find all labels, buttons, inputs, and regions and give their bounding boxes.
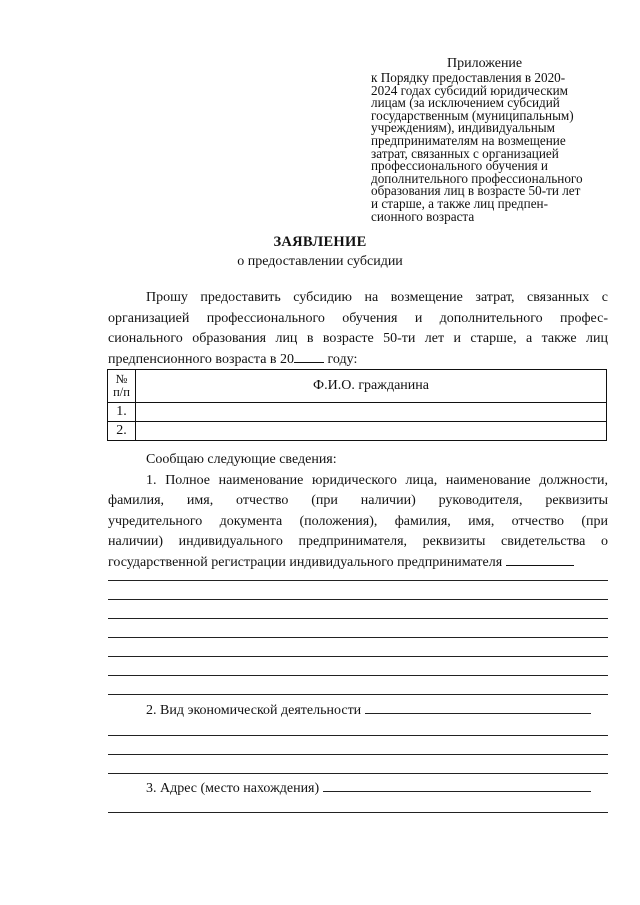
item1-blank-line[interactable] bbox=[108, 580, 608, 581]
appendix-description bbox=[371, 72, 611, 223]
appendix-line: 2024 годах субсидий юридическим bbox=[371, 82, 569, 98]
item1-paragraph bbox=[108, 450, 608, 573]
appendix-line: профессионального обучения и bbox=[371, 158, 548, 174]
item1-line: 1. Полное наименование юридического лица, наименование должности, bbox=[146, 472, 608, 488]
item1-blank-line[interactable] bbox=[108, 656, 608, 657]
document-subtitle: о предоставлении субсидии bbox=[237, 254, 403, 269]
citizen-name-cell[interactable] bbox=[136, 422, 607, 441]
item1-line: наличии) индивидуального предпринимателя, реквизиты свидетельства о bbox=[108, 534, 608, 549]
item2-label: 2. Вид экономической деятельности bbox=[146, 703, 362, 718]
item2-blank-line[interactable] bbox=[108, 773, 608, 774]
appendix-line: и старше, а также лиц предпен- bbox=[371, 195, 548, 211]
paragraph-year-suffix: году: bbox=[327, 351, 358, 367]
citizen-name-cell[interactable] bbox=[136, 403, 607, 422]
paragraph-line-year bbox=[108, 350, 608, 371]
paragraph-year-prefix: предпенсионного возраста в 20 bbox=[108, 351, 295, 367]
col-number-label bbox=[108, 373, 135, 399]
row-number: 2. bbox=[108, 422, 136, 441]
item1-blank-line[interactable] bbox=[108, 618, 608, 619]
appendix-line: учреждениям), индивидуальным bbox=[371, 120, 555, 136]
appendix-line: образования лиц в возрасте 50-ти лет bbox=[371, 183, 581, 199]
appendix-line: лицам (за исключением субсидий bbox=[371, 95, 560, 111]
paragraph-line: сионального образования лиц в возрасте 50-ти лет и старше, а также лиц bbox=[108, 331, 608, 346]
col-number-header bbox=[108, 370, 136, 403]
item1-line: учредительного документа (положения), фамилия, имя, отчество (при bbox=[108, 513, 608, 529]
col-number-label-line: п/п bbox=[113, 385, 130, 399]
item3-blank-line[interactable] bbox=[108, 812, 608, 813]
item1-blank-line[interactable] bbox=[108, 599, 608, 600]
item3-inline-blank[interactable] bbox=[323, 777, 591, 792]
item1-blank-line[interactable] bbox=[108, 694, 608, 695]
item1-blank-line[interactable] bbox=[108, 675, 608, 676]
item1-inline-blank[interactable] bbox=[506, 553, 574, 566]
item1-last-text: государственной регистрации индивидуального предпринимателя bbox=[108, 554, 503, 570]
item2-blank-line[interactable] bbox=[108, 735, 608, 736]
item2-row bbox=[146, 699, 591, 720]
item1-line-last bbox=[108, 553, 608, 574]
document-title: ЗАЯВЛЕНИЕ bbox=[273, 234, 367, 250]
request-paragraph bbox=[108, 288, 608, 370]
paragraph-line: организацией профессионального обучения и дополнительного профес- bbox=[108, 310, 608, 326]
row-number: 1. bbox=[108, 403, 136, 422]
citizens-table bbox=[107, 369, 607, 441]
appendix-title: Приложение bbox=[447, 56, 523, 71]
info-intro: Сообщаю следующие сведения: bbox=[146, 452, 337, 467]
item3-row bbox=[146, 777, 591, 798]
table-row bbox=[108, 403, 607, 422]
appendix-line: затрат, связанных с организацией bbox=[371, 145, 559, 161]
item1-line: фамилия, имя, отчество (при наличии) руководителя, реквизиты bbox=[108, 493, 608, 508]
item2-inline-blank[interactable] bbox=[365, 699, 591, 714]
paragraph-line: Прошу предоставить субсидию на возмещение затрат, связанных с bbox=[146, 290, 608, 305]
appendix-line: государственным (муниципальным) bbox=[371, 107, 574, 123]
appendix-line: дополнительного профессионального bbox=[371, 170, 583, 186]
appendix-line: сионного возраста bbox=[371, 208, 475, 224]
table-row bbox=[108, 422, 607, 441]
col-number-label-line: № bbox=[115, 372, 128, 386]
appendix-line: предпринимателям на возмещение bbox=[371, 132, 566, 148]
item2-blank-line[interactable] bbox=[108, 754, 608, 755]
col-name-header: Ф.И.О. гражданина bbox=[136, 370, 607, 403]
table-header-row bbox=[108, 370, 607, 403]
item3-label: 3. Адрес (место нахождения) bbox=[146, 781, 320, 796]
item1-blank-line[interactable] bbox=[108, 637, 608, 638]
appendix-line: к Порядку предоставления в 2020- bbox=[371, 70, 566, 85]
year-blank-field[interactable] bbox=[294, 350, 324, 363]
